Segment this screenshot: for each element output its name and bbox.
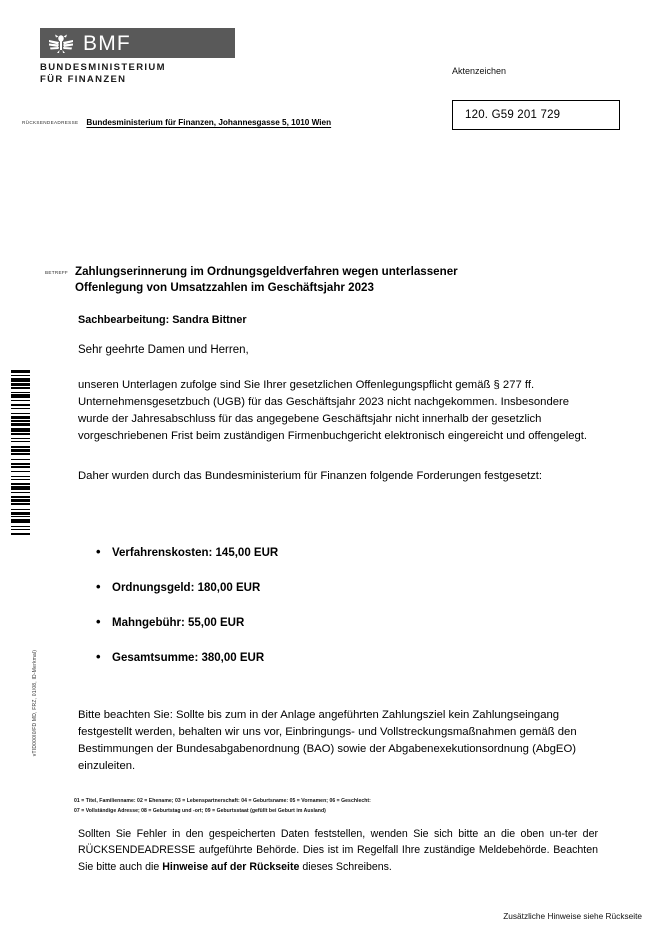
subject-line1: Zahlungserinnerung im Ordnungsgeldverfahren wegen unterlassener [75,265,458,278]
field-code-legend [74,797,371,817]
return-address-value: Bundesministerium für Finanzen, Johannesgasse 5, 1010 Wien [86,118,332,127]
reference-box [452,100,620,130]
list-item [96,615,278,629]
fee-text: Mahngebühr: 55,00 EUR [112,617,245,629]
legend-line1: 01 = Titel, Familienname: 02 = Ehename; 03 = Lebenspartnerschaft: 04 = Geburtsname: 05 = Vornamen; 06 = Geschlecht: [74,798,371,804]
logo-wordmark: BMF [83,31,131,55]
bullet-icon: • [96,614,101,629]
paragraph-obligation: unseren Unterlagen zufolge sind Sie Ihrer gesetzlichen Offenlegungspflicht gemäß § 277 ff. Unternehmensgesetzbuch (UGB) für das Geschäftsjahr 2023 nicht nachgekommen. Insbesondere wurde der Jahresabschluss für das angegebene Geschäftsjahr nicht innerhalb der gesetzlich vorgeschriebenen Frist beim zuständigen Firmenbuchgericht elektronisch eingereicht und offengelegt. [78,379,588,443]
bmf-logo [40,28,235,86]
reference-value: 120. G59 201 729 [465,109,561,121]
fee-text: Verfahrenskosten: 145,00 EUR [112,547,279,559]
subject-text [75,264,458,297]
footer-note: Zusätzliche Hinweise siehe Rückseite [503,911,642,921]
list-item [96,545,278,559]
paragraph-data-correction-bold: Hinweise auf der Rückseite [162,860,300,873]
return-address-label: RÜCKSENDEADRESSE [22,120,79,125]
list-item [96,650,278,664]
bullet-icon: • [96,544,101,559]
logo-subtitle-line1: BUNDESMINISTERIUM [40,62,166,73]
bullet-icon: • [96,579,101,594]
paragraph-enforcement-notice: Bitte beachten Sie: Sollte bis zum in der Anlage angeführten Zahlungsziel kein Zahlungseingang festgestellt werden, behalten wir uns vor, Einbringungs- und Vollstreckungsmaßnahmen gemäß den Bestimmungen der Bundesabgabenordnung (BAO) sowie der Abgabenexekutionsordnung (AbgEO) einzuleiten. [78,709,577,773]
bullet-icon: • [96,649,101,664]
austrian-eagle-icon [48,32,74,54]
margin-form-code: vTID000I0/FD MD, FRZ, 01/08, ID-Merkmal) [32,649,38,757]
list-item [96,580,278,594]
paragraph-data-correction-part2: dieses Schreibens. [299,860,392,873]
fee-list [96,545,278,685]
fee-text: Gesamtsumme: 380,00 EUR [112,652,265,664]
paragraph-data-correction-part1: Sollten Sie Fehler in den gespeicherten Daten feststellen, wenden Sie sich bitte an die oben un-ter der RÜCKSENDEADRESSE aufgeführte Behörde. Dies ist im Regelfall Ihre zuständige Meldebehörde. Beachten Sie bitte auch die [78,828,598,873]
subject-label: BETREFF [45,270,69,275]
case-handler: Sachbearbeitung: Sandra Bittner [78,314,247,326]
return-address-row [22,118,331,127]
logo-bar [40,28,235,58]
logo-subtitle-line2: FÜR FINANZEN [40,74,127,86]
subject-row [45,264,605,297]
subject-line2: Offenlegung von Umsatzzahlen im Geschäftsjahr 2023 [75,281,374,295]
paragraph-data-correction [78,826,598,875]
paragraph-claims-intro: Daher wurden durch das Bundesministerium für Finanzen folgende Forderungen festgesetzt: [78,470,543,482]
salutation: Sehr geehrte Damen und Herren, [78,344,249,356]
logo-subtitle [40,62,235,86]
reference-label: Aktenzeichen [452,66,507,76]
legend-line2: 07 = Vollständige Adresse; 08 = Geburtstag und -ort; 09 = Geburtsstaat (gefüllt bei Geburt im Ausland) [74,807,326,814]
fee-text: Ordnungsgeld: 180,00 EUR [112,582,261,594]
barcode [11,370,30,642]
